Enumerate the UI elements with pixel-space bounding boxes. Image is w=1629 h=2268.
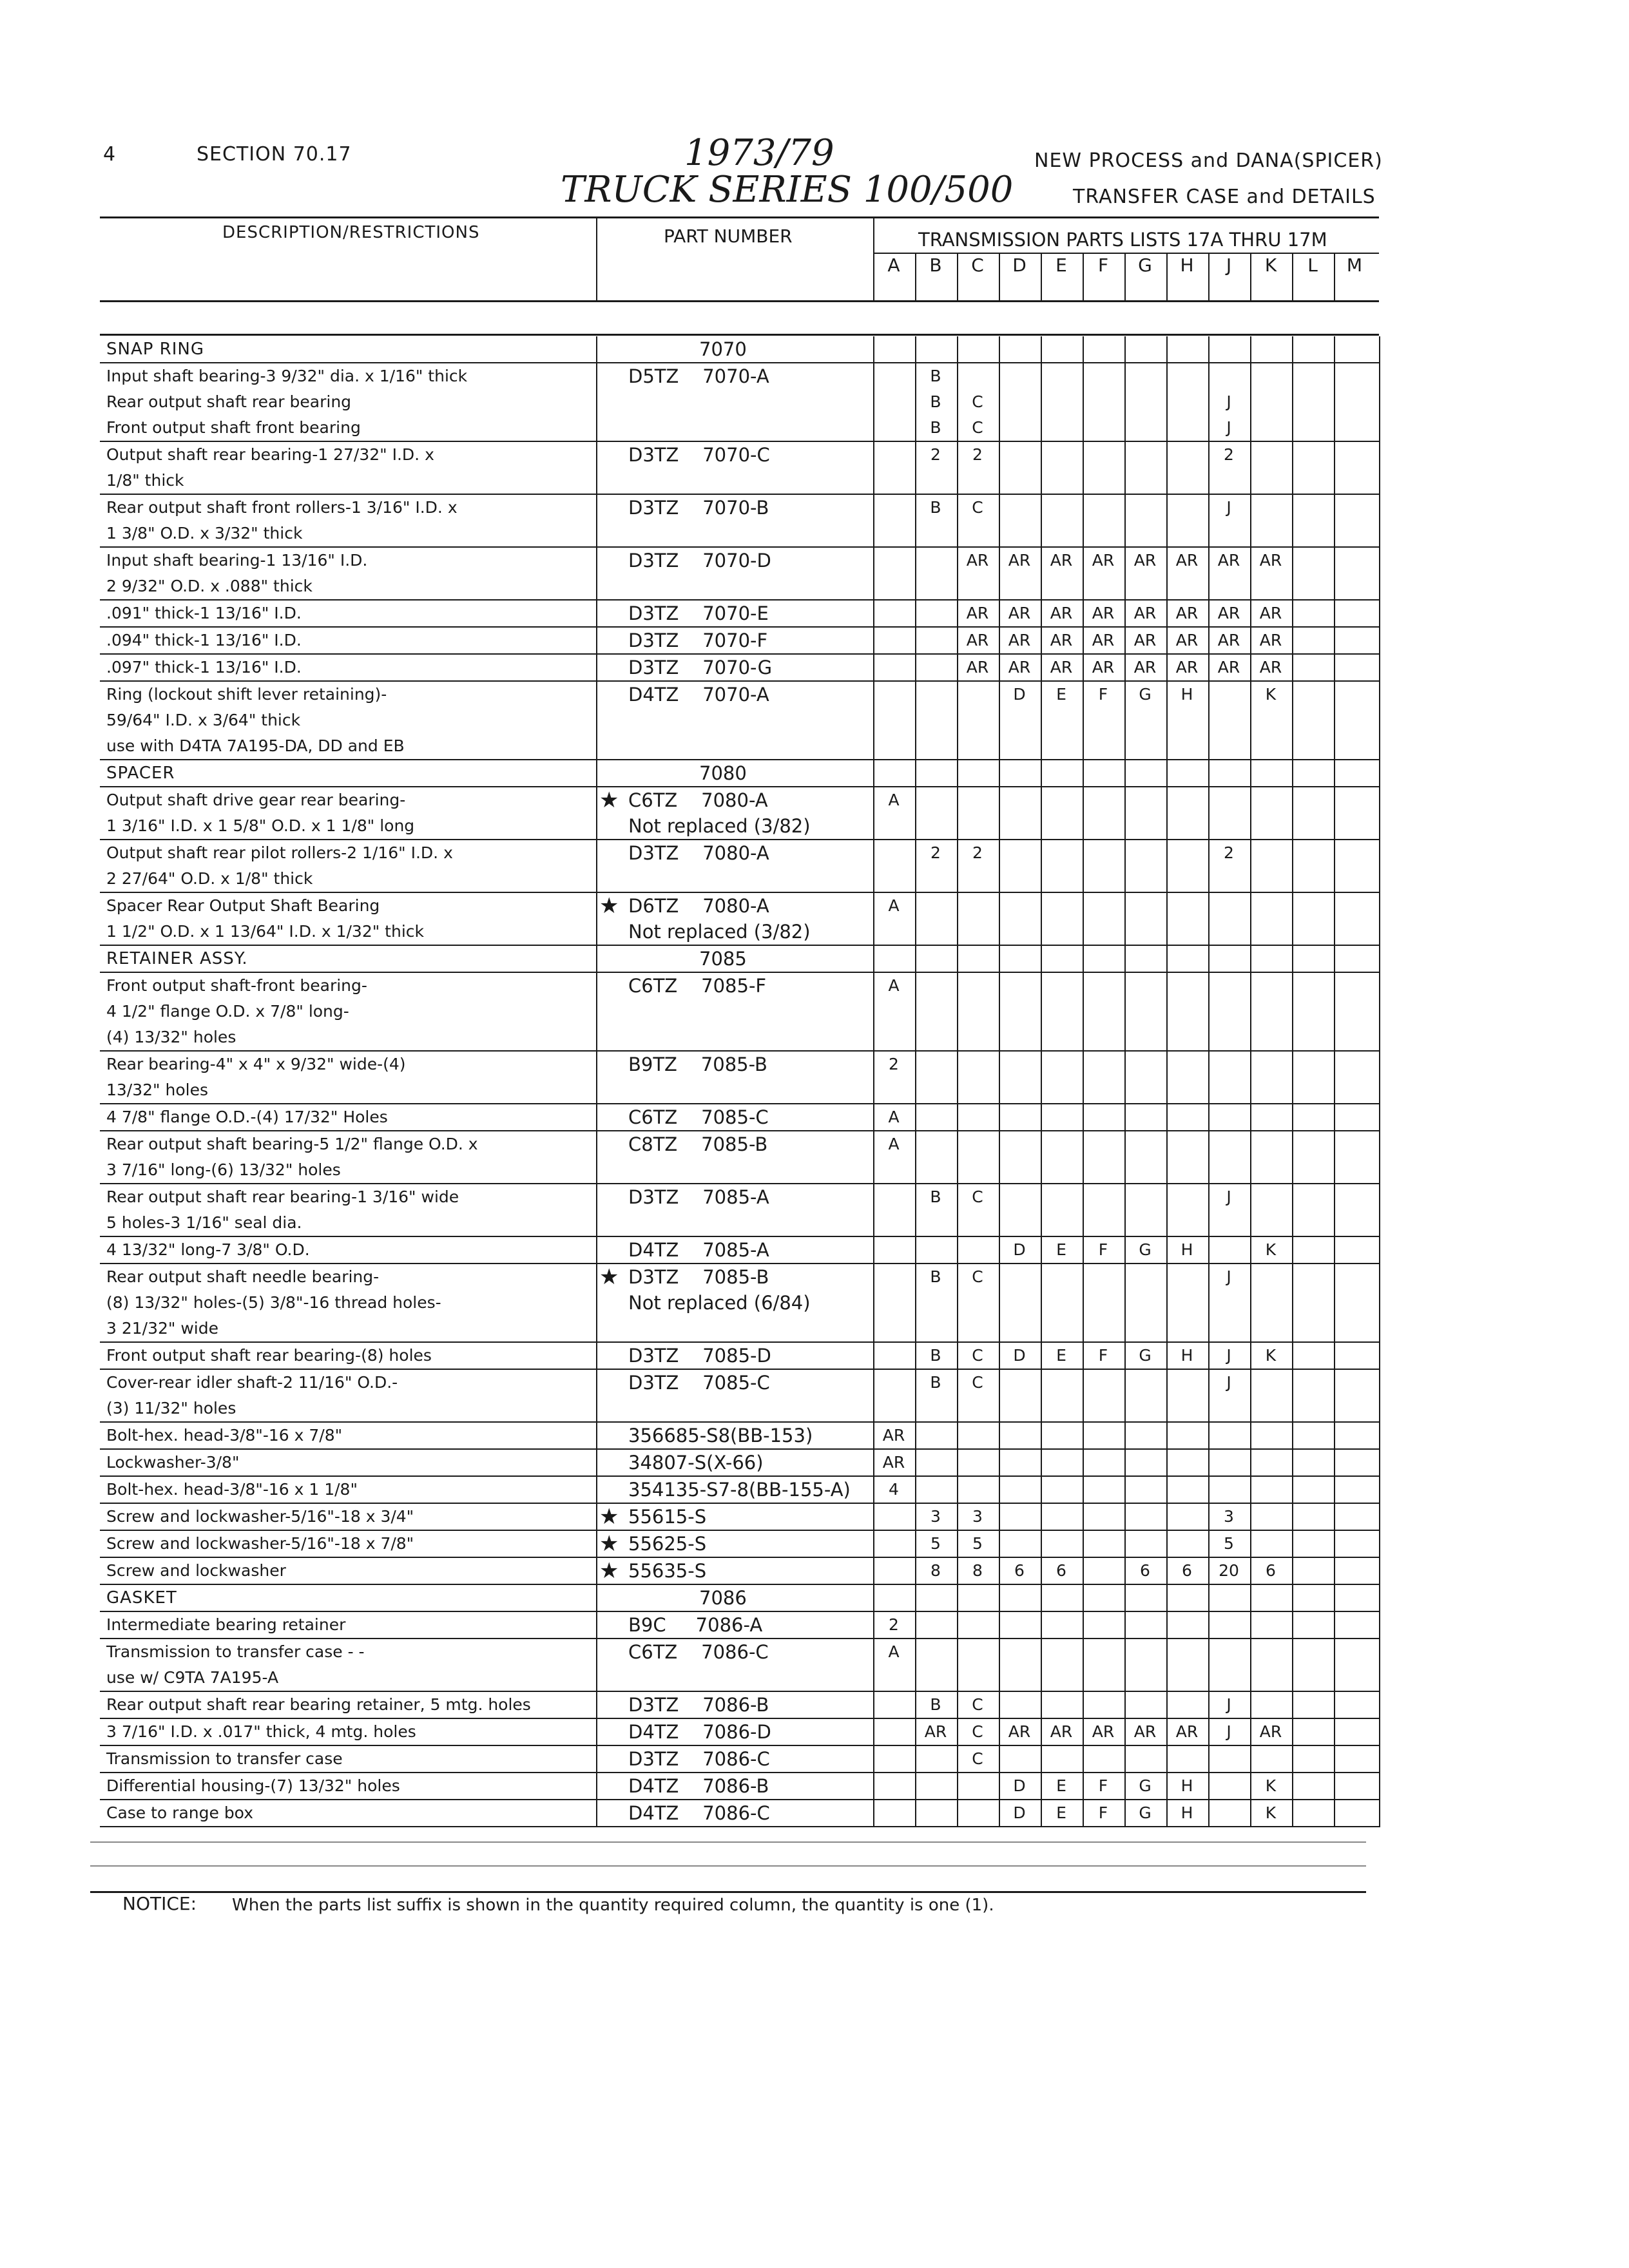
description-line: Input shaft bearing-3 9/32" dia. x 1/16" thick [106, 367, 468, 385]
part-number: D3TZ 7085-A [628, 1186, 769, 1208]
column-divider [1041, 253, 1042, 300]
qty-b: 2 [930, 843, 941, 862]
qty-e: E [1056, 685, 1066, 704]
star-icon: ★ [599, 1531, 619, 1557]
description-line: 1 3/8" O.D. x 3/32" thick [106, 524, 303, 543]
table-column-line [1379, 336, 1380, 1827]
table-column-line [873, 336, 874, 1827]
description-line: .091" thick-1 13/16" I.D. [106, 604, 302, 622]
part-number: D3TZ 7070-F [628, 629, 768, 651]
qty-g: G [1139, 1803, 1152, 1822]
description-line: Rear bearing-4" x 4" x 9/32" wide-(4) [106, 1055, 406, 1073]
star-icon: ★ [599, 1264, 619, 1290]
qty-b: B [930, 392, 941, 411]
description-line: 2 27/64" O.D. x 1/8" thick [106, 869, 313, 888]
column-letter-k: K [1264, 255, 1277, 276]
part-number: D5TZ 7070-A [628, 365, 769, 387]
qty-c: 3 [972, 1507, 983, 1526]
qty-b: B [930, 1373, 941, 1392]
description-line: Transmission to transfer case - - [106, 1642, 365, 1661]
part-number: D3TZ 7070-E [628, 602, 769, 624]
qty-h: H [1181, 1776, 1193, 1795]
description-line: use w/ C9TA 7A195-A [106, 1668, 279, 1687]
table-column-line [1292, 336, 1293, 1827]
qty-j: J [1226, 1373, 1231, 1392]
header-top-rule [100, 216, 1379, 218]
qty-c: AR [966, 551, 989, 570]
table-column-line [1166, 336, 1168, 1827]
part-number: 34807-S(X-66) [628, 1452, 764, 1474]
qty-g: G [1139, 1240, 1152, 1259]
qty-c: C [972, 1749, 983, 1768]
table-column-line [596, 336, 597, 1827]
description-line: Screw and lockwasher-5/16"-18 x 7/8" [106, 1534, 414, 1553]
qty-h: AR [1175, 1722, 1199, 1741]
description-line: 1 1/2" O.D. x 1 13/64" I.D. x 1/32" thick [106, 922, 424, 941]
qty-h: AR [1175, 604, 1199, 622]
description-line: Output shaft rear bearing-1 27/32" I.D. x [106, 445, 434, 464]
qty-e: AR [1050, 604, 1073, 622]
table-column-line [999, 336, 1000, 1827]
qty-f: F [1098, 1776, 1108, 1795]
qty-b: B [930, 1267, 941, 1286]
column-letter-d: D [1012, 255, 1027, 276]
qty-b: B [930, 367, 941, 385]
desc-pn-divider [596, 216, 597, 300]
qty-g: AR [1133, 1722, 1157, 1741]
description-line: Front output shaft front bearing [106, 418, 361, 437]
qty-k: AR [1259, 631, 1282, 649]
header-right-line2: TRANSFER CASE and DETAILS [1073, 186, 1376, 208]
part-number: D4TZ 7086-B [628, 1775, 769, 1797]
description-line: Transmission to transfer case [106, 1749, 343, 1768]
qty-h: AR [1175, 631, 1199, 649]
section-title: RETAINER ASSY. [106, 949, 248, 968]
qty-f: AR [1092, 658, 1115, 677]
qty-j: 3 [1224, 1507, 1234, 1526]
qty-j: AR [1217, 604, 1240, 622]
qty-g: G [1139, 685, 1152, 704]
part-number: C6TZ 7085-C [628, 1106, 769, 1128]
qty-k: AR [1259, 604, 1282, 622]
qty-b: 5 [930, 1534, 941, 1553]
qty-f: F [1098, 1346, 1108, 1365]
description-line: Rear output shaft rear bearing [106, 392, 352, 411]
description-line: (3) 11/32" holes [106, 1399, 236, 1418]
qty-j: AR [1217, 551, 1240, 570]
part-number: D3TZ 7085-D [628, 1345, 771, 1367]
description-line: Rear output shaft needle bearing- [106, 1267, 380, 1286]
part-note: Not replaced (3/82) [628, 921, 811, 943]
part-number: D4TZ 7070-A [628, 684, 769, 706]
qty-f: AR [1092, 1722, 1115, 1741]
description-line: .094" thick-1 13/16" I.D. [106, 631, 302, 649]
description-line: .097" thick-1 13/16" I.D. [106, 658, 302, 677]
column-divider [1334, 253, 1335, 300]
description-line: Cover-rear idler shaft-2 11/16" O.D.- [106, 1373, 398, 1392]
qty-b: 2 [930, 445, 941, 464]
description-line: 5 holes-3 1/16" seal dia. [106, 1213, 302, 1232]
part-number: C8TZ 7085-B [628, 1133, 768, 1155]
column-letter-g: G [1138, 255, 1152, 276]
qty-b: B [930, 498, 941, 517]
part-note: Not replaced (6/84) [628, 1292, 811, 1314]
column-divider [873, 253, 874, 300]
column-divider [1124, 253, 1126, 300]
qty-a: AR [882, 1426, 905, 1445]
part-number: D6TZ 7080-A [628, 895, 769, 917]
qty-k: AR [1259, 551, 1282, 570]
part-number: C6TZ 7086-C [628, 1641, 769, 1663]
qty-a: A [888, 896, 900, 915]
base-part-number: 7085 [699, 948, 747, 970]
qty-a: A [888, 1642, 900, 1661]
qty-j: AR [1217, 631, 1240, 649]
row-separator [100, 1826, 1379, 1827]
column-divider [1166, 253, 1168, 300]
column-letter-l: L [1307, 255, 1318, 276]
qty-h: H [1181, 1240, 1193, 1259]
qty-h: H [1181, 1803, 1193, 1822]
column-letter-j: J [1226, 255, 1232, 276]
qty-c: 8 [972, 1561, 983, 1580]
description-line: Differential housing-(7) 13/32" holes [106, 1776, 400, 1795]
qty-j: 20 [1219, 1561, 1239, 1580]
part-note: Not replaced (3/82) [628, 815, 811, 837]
qty-b: B [930, 418, 941, 437]
column-letter-b: B [929, 255, 942, 276]
qty-k: AR [1259, 1722, 1282, 1741]
table-column-line [1208, 336, 1210, 1827]
description-line: Output shaft drive gear rear bearing- [106, 791, 406, 809]
qty-d: D [1013, 1776, 1026, 1795]
description-line: Case to range box [106, 1803, 254, 1822]
qty-g: G [1139, 1776, 1152, 1795]
qty-j: J [1226, 1187, 1231, 1206]
star-icon: ★ [599, 1558, 619, 1584]
qty-b: B [930, 1187, 941, 1206]
description-line: use with D4TA 7A195-DA, DD and EB [106, 736, 405, 755]
qty-e: 6 [1056, 1561, 1066, 1580]
qty-c: C [972, 418, 983, 437]
qty-f: AR [1092, 551, 1115, 570]
description-line: 59/64" I.D. x 3/64" thick [106, 711, 301, 729]
qty-j: 2 [1224, 843, 1234, 862]
column-letter-f: F [1097, 255, 1109, 276]
page-title-series: TRUCK SERIES 100/500 [561, 169, 1014, 211]
description-line: 3 7/16" long-(6) 13/32" holes [106, 1160, 341, 1179]
qty-j: 2 [1224, 445, 1234, 464]
base-part-number: 7080 [699, 762, 747, 784]
footer-rule-2 [90, 1865, 1366, 1867]
qty-k: 6 [1266, 1561, 1276, 1580]
qty-g: AR [1133, 604, 1157, 622]
qty-c: 2 [972, 843, 983, 862]
description-line: Screw and lockwasher [106, 1561, 286, 1580]
qty-k: K [1265, 1803, 1277, 1822]
qty-j: J [1226, 1267, 1231, 1286]
description-line: Rear output shaft rear bearing-1 3/16" wide [106, 1187, 459, 1206]
section-title: SNAP RING [106, 340, 205, 359]
qty-e: E [1056, 1776, 1066, 1795]
part-number: D4TZ 7085-A [628, 1239, 769, 1261]
qty-j: J [1226, 1695, 1231, 1714]
description-line: 1/8" thick [106, 471, 184, 490]
qty-k: K [1265, 1776, 1277, 1795]
qty-c: C [972, 1187, 983, 1206]
description-line: Rear output shaft rear bearing retainer, 5 mtg. holes [106, 1695, 531, 1714]
description-line: Spacer Rear Output Shaft Bearing [106, 896, 380, 915]
qty-d: AR [1008, 658, 1031, 677]
column-divider [957, 253, 958, 300]
description-line: Screw and lockwasher-5/16"-18 x 3/4" [106, 1507, 414, 1526]
qty-c: 5 [972, 1534, 983, 1553]
qty-g: AR [1133, 658, 1157, 677]
part-number: 55625-S [628, 1533, 707, 1555]
qty-e: E [1056, 1803, 1066, 1822]
qty-f: F [1098, 1240, 1108, 1259]
qty-k: AR [1259, 658, 1282, 677]
table-column-line [915, 336, 916, 1827]
qty-j: 5 [1224, 1534, 1234, 1553]
description-line: Rear output shaft front rollers-1 3/16" I.D. x [106, 498, 458, 517]
column-letter-c: C [971, 255, 984, 276]
table-column-line [1334, 336, 1335, 1827]
col-partnumber-header: PART NUMBER [664, 226, 793, 247]
qty-d: D [1013, 685, 1026, 704]
description-line: 4 1/2" flange O.D. x 7/8" long- [106, 1002, 349, 1021]
qty-g: AR [1133, 551, 1157, 570]
qty-h: AR [1175, 658, 1199, 677]
qty-c: 2 [972, 445, 983, 464]
qty-j: J [1226, 498, 1231, 517]
qty-b: B [930, 1346, 941, 1365]
notice-text: When the parts list suffix is shown in the quantity required column, the quantity is one (1). [232, 1896, 994, 1915]
qty-d: 6 [1014, 1561, 1025, 1580]
column-letter-a: A [887, 255, 900, 276]
description-line: Bolt-hex. head-3/8"-16 x 7/8" [106, 1426, 343, 1445]
qty-d: AR [1008, 604, 1031, 622]
qty-e: AR [1050, 551, 1073, 570]
table-top-rule [100, 334, 1379, 336]
qty-d: AR [1008, 551, 1031, 570]
description-line: 4 7/8" flange O.D.-(4) 17/32" Holes [106, 1108, 388, 1126]
qty-c: C [972, 1722, 983, 1741]
qty-f: AR [1092, 631, 1115, 649]
part-number: 356685-S8(BB-153) [628, 1425, 813, 1446]
section-title: GASKET [106, 1588, 177, 1608]
column-divider [1292, 253, 1293, 300]
description-line: 4 13/32" long-7 3/8" O.D. [106, 1240, 310, 1259]
qty-j: J [1226, 392, 1231, 411]
qty-b: B [930, 1695, 941, 1714]
part-number: D3TZ 7080-A [628, 842, 769, 864]
part-number: 55615-S [628, 1506, 707, 1528]
description-line: (8) 13/32" holes-(5) 3/8"-16 thread holes- [106, 1293, 441, 1312]
part-number: B9C 7086-A [628, 1614, 763, 1636]
part-number: D3TZ 7070-D [628, 550, 771, 572]
qty-g: 6 [1140, 1561, 1150, 1580]
column-letter-m: M [1346, 255, 1363, 276]
qty-b: AR [924, 1722, 947, 1741]
qty-d: D [1013, 1240, 1026, 1259]
qty-d: AR [1008, 1722, 1031, 1741]
table-column-line [1124, 336, 1126, 1827]
qty-d: D [1013, 1346, 1026, 1365]
qty-g: G [1139, 1346, 1152, 1365]
description-line: 2 9/32" O.D. x .088" thick [106, 577, 313, 595]
qty-a: A [888, 976, 900, 995]
qty-j: J [1226, 1346, 1231, 1365]
part-number: D3TZ 7070-B [628, 497, 769, 519]
qty-a: 2 [889, 1615, 899, 1634]
column-letter-e: E [1055, 255, 1067, 276]
qty-j: AR [1217, 658, 1240, 677]
description-line: 3 7/16" I.D. x .017" thick, 4 mtg. holes [106, 1722, 416, 1741]
qty-c: AR [966, 631, 989, 649]
description-line: Bolt-hex. head-3/8"-16 x 1 1/8" [106, 1480, 358, 1499]
qty-k: K [1265, 1240, 1277, 1259]
qty-g: AR [1133, 631, 1157, 649]
qty-c: C [972, 392, 983, 411]
page-title-years: 1973/79 [684, 132, 834, 174]
qty-a: A [888, 791, 900, 809]
part-number: D3TZ 7086-B [628, 1694, 769, 1716]
column-letter-h: H [1180, 255, 1194, 276]
qty-e: E [1056, 1346, 1066, 1365]
part-number: D4TZ 7086-D [628, 1721, 771, 1743]
column-divider [999, 253, 1000, 300]
column-divider [1208, 253, 1210, 300]
footer-rule-3 [90, 1891, 1366, 1893]
table-column-line [1041, 336, 1042, 1827]
description-line: Front output shaft-front bearing- [106, 976, 367, 995]
qty-b: 3 [930, 1507, 941, 1526]
qty-c: C [972, 498, 983, 517]
description-line: Intermediate bearing retainer [106, 1615, 346, 1634]
qty-d: AR [1008, 631, 1031, 649]
qty-f: F [1098, 1803, 1108, 1822]
qty-d: D [1013, 1803, 1026, 1822]
header-bottom-rule [100, 300, 1379, 302]
qty-c: C [972, 1267, 983, 1286]
qty-c: C [972, 1346, 983, 1365]
qty-f: F [1098, 685, 1108, 704]
column-divider [1250, 253, 1251, 300]
part-number: C6TZ 7080-A [628, 789, 768, 811]
qty-e: AR [1050, 1722, 1073, 1741]
part-number: 55635-S [628, 1560, 707, 1582]
description-line: 3 21/32" wide [106, 1319, 218, 1338]
col-transmission-header: TRANSMISSION PARTS LISTS 17A THRU 17M [918, 229, 1327, 251]
part-number: D3TZ 7085-C [628, 1372, 770, 1394]
qty-h: AR [1175, 551, 1199, 570]
table-column-line [1083, 336, 1084, 1827]
part-number: D3TZ 7085-B [628, 1266, 769, 1288]
qty-j: J [1226, 418, 1231, 437]
qty-h: H [1181, 1346, 1193, 1365]
header-right-line1: NEW PROCESS and DANA(SPICER) [1034, 149, 1383, 172]
column-divider [915, 253, 916, 300]
qty-a: 2 [889, 1055, 899, 1073]
qty-k: K [1265, 685, 1277, 704]
base-part-number: 7086 [699, 1587, 747, 1609]
part-number: C6TZ 7085-F [628, 975, 767, 997]
part-number: D4TZ 7086-C [628, 1802, 770, 1824]
description-line: Rear output shaft bearing-5 1/2" flange O.D. x [106, 1135, 478, 1153]
description-line: 1 3/16" I.D. x 1 5/8" O.D. x 1 1/8" long [106, 816, 415, 835]
description-line: Lockwasher-3/8" [106, 1453, 240, 1472]
description-line: Front output shaft rear bearing-(8) holes [106, 1346, 432, 1365]
qty-e: E [1056, 1240, 1066, 1259]
qty-f: AR [1092, 604, 1115, 622]
col-description-header: DESCRIPTION/RESTRICTIONS [222, 223, 480, 242]
description-line: Input shaft bearing-1 13/16" I.D. [106, 551, 368, 570]
qty-a: AR [882, 1453, 905, 1472]
qty-e: AR [1050, 631, 1073, 649]
description-line: Output shaft rear pilot rollers-2 1/16" I.D. x [106, 843, 453, 862]
part-number: D3TZ 7086-C [628, 1748, 770, 1770]
part-number: D3TZ 7070-C [628, 444, 770, 466]
qty-a: 4 [889, 1480, 899, 1499]
description-line: Ring (lockout shift lever retaining)- [106, 685, 387, 704]
part-number: D3TZ 7070-G [628, 657, 773, 678]
star-icon: ★ [599, 893, 619, 919]
qty-h: 6 [1182, 1561, 1192, 1580]
page-number: 4 [103, 143, 117, 166]
star-icon: ★ [599, 1504, 619, 1530]
column-divider [1083, 253, 1084, 300]
qty-a: A [888, 1108, 900, 1126]
qty-k: K [1265, 1346, 1277, 1365]
star-icon: ★ [599, 787, 619, 813]
qty-c: C [972, 1695, 983, 1714]
qty-c: AR [966, 658, 989, 677]
qty-e: AR [1050, 658, 1073, 677]
table-column-line [1250, 336, 1251, 1827]
qty-j: J [1226, 1722, 1231, 1741]
qty-b: 8 [930, 1561, 941, 1580]
notice-label: NOTICE: [122, 1893, 197, 1914]
qty-a: A [888, 1135, 900, 1153]
qty-c: AR [966, 604, 989, 622]
part-number: B9TZ 7085-B [628, 1053, 767, 1075]
qty-h: H [1181, 685, 1193, 704]
section-label: SECTION 70.17 [197, 143, 352, 166]
description-line: (4) 13/32" holes [106, 1028, 236, 1046]
table-column-line [957, 336, 958, 1827]
qty-c: C [972, 1373, 983, 1392]
description-line: 13/32" holes [106, 1081, 208, 1099]
section-title: SPACER [106, 764, 175, 783]
footer-rule-1 [90, 1841, 1366, 1843]
part-number: 354135-S7-8(BB-155-A) [628, 1479, 851, 1501]
base-part-number: 7070 [699, 338, 747, 360]
